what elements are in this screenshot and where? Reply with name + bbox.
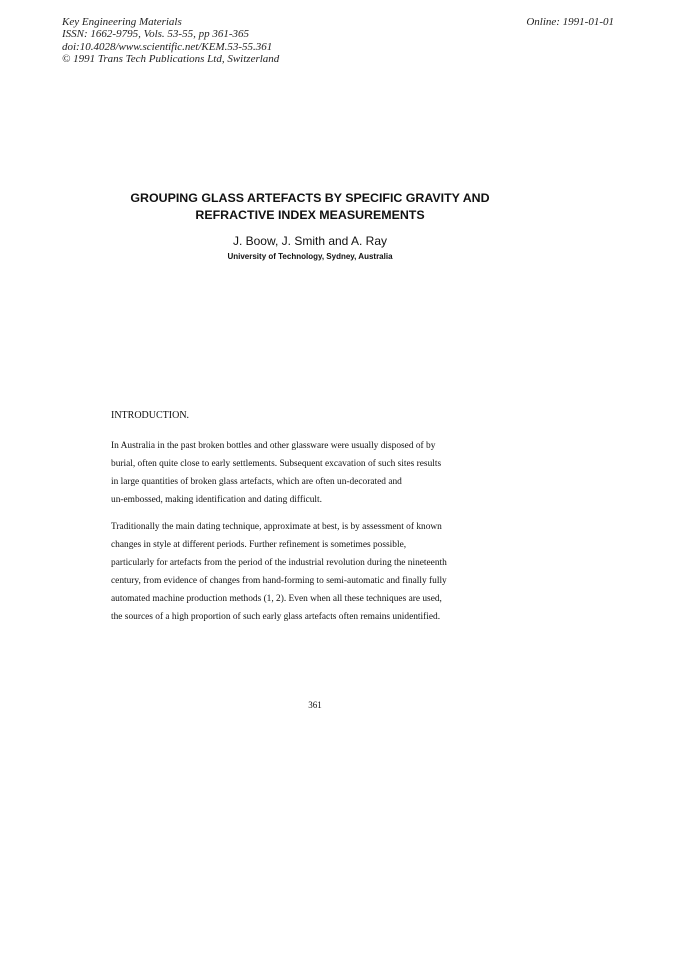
paper-title bbox=[100, 190, 520, 223]
title-line: REFRACTIVE INDEX MEASUREMENTS bbox=[195, 207, 425, 222]
journal-copyright: © 1991 Trans Tech Publications Ltd, Switzerland bbox=[62, 53, 280, 66]
introduction-paragraph-2 bbox=[111, 519, 531, 626]
text-line: Traditionally the main dating technique, approximate at best, is by assessment of known bbox=[111, 522, 442, 532]
author-affiliation: University of Technology, Sydney, Australia bbox=[227, 252, 393, 261]
online-date: Online: 1991-01-01 bbox=[526, 16, 614, 28]
journal-header bbox=[62, 16, 442, 66]
text-line: automated machine production methods (1, 2). Even when all these techniques are used, bbox=[111, 593, 442, 604]
text-line: changes in style at different periods. Further refinement is sometimes possible, bbox=[111, 539, 407, 550]
text-line: the sources of a high proportion of such early glass artefacts often remains unidentified. bbox=[111, 611, 441, 622]
text-line: particularly for artefacts from the period of the industrial revolution during the nineteenth bbox=[111, 557, 447, 568]
text-line: In Australia in the past broken bottles and other glassware were usually disposed of by bbox=[111, 441, 436, 451]
journal-name: Key Engineering Materials bbox=[62, 16, 182, 28]
text-line: century, from evidence of changes from hand-forming to semi-automatic and finally fully bbox=[111, 575, 447, 586]
text-line: in large quantities of broken glass artefacts, which are often un-decorated and bbox=[111, 476, 402, 487]
page-number: 361 bbox=[308, 700, 322, 710]
journal-doi[interactable]: doi:10.4028/www.scientific.net/KEM.53-55.361 bbox=[62, 40, 273, 53]
introduction-paragraph-1 bbox=[111, 438, 531, 510]
text-line: un-embossed, making identification and dating difficult. bbox=[111, 494, 322, 505]
introduction-heading: INTRODUCTION. bbox=[111, 410, 190, 421]
title-line: GROUPING GLASS ARTEFACTS BY SPECIFIC GRAVITY AND bbox=[130, 191, 490, 205]
paper-authors: J. Boow, J. Smith and A. Ray bbox=[232, 234, 388, 248]
text-line: burial, often quite close to early settlements. Subsequent excavation of such sites results bbox=[111, 458, 442, 469]
journal-issn: ISSN: 1662-9795, Vols. 53-55, pp 361-365 bbox=[62, 28, 249, 41]
